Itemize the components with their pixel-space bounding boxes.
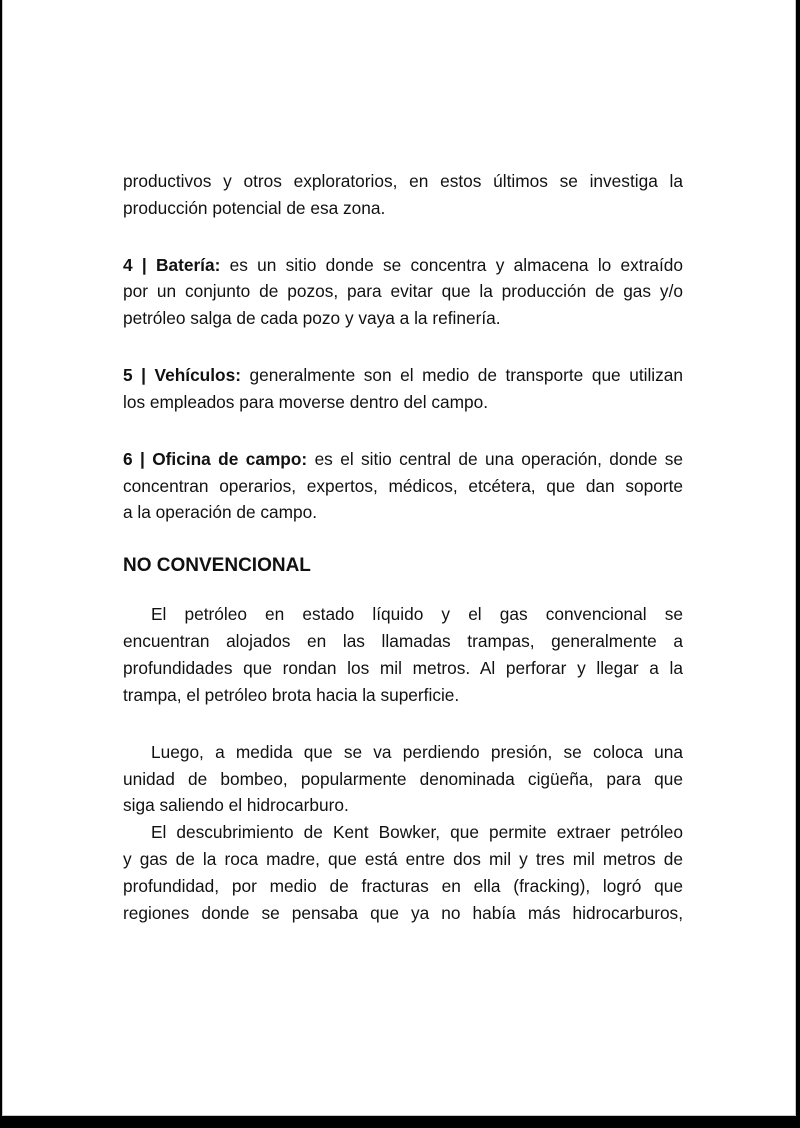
paragraph-vehiculos — [123, 362, 683, 416]
text-line: profundidad, por medio de fracturas en ella (fracking), logró que — [123, 876, 683, 897]
text-line: petróleo salga de cada pozo y vaya a la refinería. — [123, 308, 501, 329]
text-line: El petróleo en estado líquido y el gas convencional se — [151, 604, 683, 625]
text-line: por un conjunto de pozos, para evitar que la producción de gas y/o — [123, 281, 683, 302]
text-line: y gas de la roca madre, que está entre dos mil y tres mil metros de — [123, 849, 683, 870]
term-label: 4 | Batería: — [123, 254, 221, 275]
text-line: 6 | Oficina de campo: es el sitio central de una operación, donde se — [123, 448, 684, 469]
text-line: unidad de bombeo, popularmente denominada cigüeña, para que — [123, 768, 683, 789]
text-line: encuentran alojados en las llamadas trampas, generalmente a — [123, 631, 683, 652]
text-line: los empleados para moverse dentro del campo. — [123, 391, 489, 412]
document-body — [123, 168, 683, 927]
paragraph-oficina — [123, 446, 683, 527]
text-line: profundidades que rondan los mil metros. Al perforar y llegar a la — [123, 658, 683, 679]
text-line: regiones donde se pensaba que ya no había más hidrocarburos, — [123, 903, 683, 923]
text-line: concentran operarios, expertos, médicos, etcétera, que dan soporte — [123, 475, 683, 496]
text-line: productivos y otros exploratorios, en estos últimos se investiga la — [123, 171, 683, 191]
term-label: 5 | Vehículos: — [123, 365, 241, 386]
text-line: producción potencial de esa zona. — [123, 197, 386, 218]
section-heading: NO CONVENCIONAL — [123, 555, 311, 577]
text-line: El descubrimiento de Kent Bowker, que permite extraer petróleo — [151, 822, 683, 843]
text-line: siga saliendo el hidrocarburo. — [123, 795, 349, 816]
paragraph-no-convencional-2 — [123, 739, 683, 820]
text-line: 5 | Vehículos: generalmente son el medio de transporte que utilizan — [123, 365, 683, 386]
text-line: 4 | Batería: es un sitio donde se concentra y almacena lo extraído — [123, 254, 683, 275]
paragraph-bateria — [123, 252, 683, 333]
text-line: Luego, a medida que se va perdiendo presión, se coloca una — [151, 741, 683, 762]
text-line: a la operación de campo. — [123, 502, 318, 523]
text-line: trampa, el petróleo brota hacia la superficie. — [123, 684, 460, 705]
paragraph-continuation — [123, 168, 683, 222]
paragraph-no-convencional-1 — [123, 601, 683, 709]
paragraph-no-convencional-3 — [123, 819, 683, 927]
term-label: 6 | Oficina de campo: — [123, 448, 308, 469]
document-page — [2, 0, 796, 1116]
